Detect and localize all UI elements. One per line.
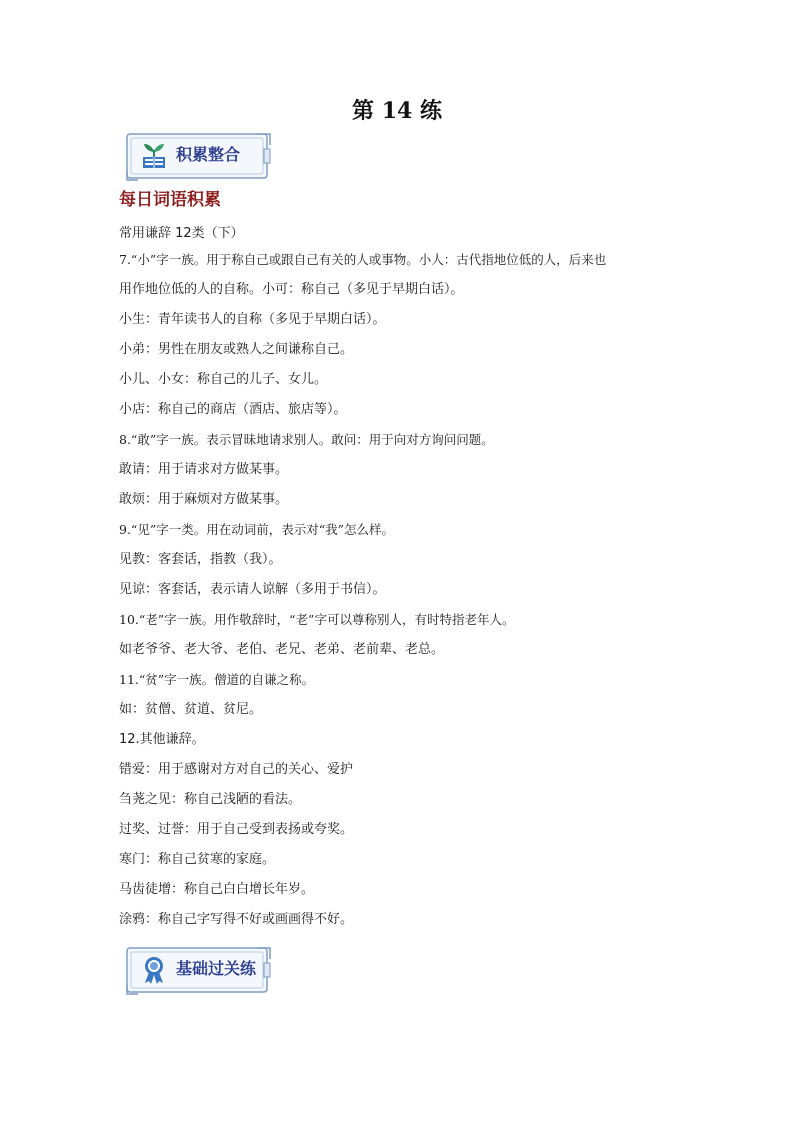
subheading: 常用谦辞 12类（下） bbox=[119, 226, 244, 241]
text-line: 小店：称自己的商店（酒店、旅店等）。 bbox=[119, 402, 347, 417]
text-line: 如：贫僧、贫道、贫尼。 bbox=[119, 702, 263, 717]
text-line: 马齿徒增：称自己白白增长年岁。 bbox=[119, 882, 315, 897]
text-line: 见谅：客套话，表示请人谅解（多用于书信）。 bbox=[119, 582, 386, 597]
text-line: 错爱：用于感谢对方对自己的关心、爱护 bbox=[119, 762, 354, 777]
section-heading: 每日词语积累 bbox=[119, 190, 221, 210]
medal-icon bbox=[140, 955, 168, 985]
page-title: 第 14 练 bbox=[352, 98, 442, 124]
text-line: 如老爷爷、老大爷、老伯、老兄、老弟、老前辈、老总。 bbox=[119, 642, 445, 657]
text-line: 12.其他谦辞。 bbox=[119, 732, 205, 747]
text-line: 9.“见”字一类。用在动词前，表示对“我”怎么样。 bbox=[119, 522, 394, 537]
text-line: 小生：青年读书人的自称（多见于早期白话）。 bbox=[119, 312, 386, 327]
text-line: 11.“贫”字一族。僧道的自谦之称。 bbox=[119, 672, 315, 687]
badge-practice bbox=[124, 945, 274, 995]
text-line: 刍荛之见：称自己浅陋的看法。 bbox=[119, 792, 302, 807]
text-line: 涂鸦：称自己字写得不好或画画得不好。 bbox=[119, 912, 354, 927]
text-line: 小弟：男性在朋友或熟人之间谦称自己。 bbox=[119, 342, 354, 357]
badge-label: 基础过关练 bbox=[176, 959, 257, 978]
text-line: 过奖、过誉：用于自己受到表扬或夸奖。 bbox=[119, 822, 354, 837]
badge-label: 积累整合 bbox=[176, 145, 241, 164]
text-line: 8.“敢”字一族。表示冒昧地请求别人。敢问：用于向对方询问问题。 bbox=[119, 432, 494, 447]
text-line: 见教：客套话，指教（我）。 bbox=[119, 552, 282, 567]
text-line: 用作地位低的人的自称。小可：称自己（多见于早期白话）。 bbox=[119, 282, 464, 297]
text-line: 7.“小”字一族。用于称自己或跟自己有关的人或事物。小人：古代指地位低的人，后来也 bbox=[119, 252, 607, 267]
text-line: 10.“老”字一族。用作敬辞时，“老”字可以尊称别人，有时特指老年人。 bbox=[119, 612, 515, 627]
text-line: 小儿、小女：称自己的儿子、女儿。 bbox=[119, 372, 328, 387]
vocabulary-content bbox=[119, 223, 689, 935]
badge-accumulate bbox=[124, 131, 274, 181]
text-line: 敢烦：用于麻烦对方做某事。 bbox=[119, 492, 289, 507]
text-line: 寒门：称自己贫寒的家庭。 bbox=[119, 852, 276, 867]
text-line: 敢请：用于请求对方做某事。 bbox=[119, 462, 289, 477]
book-plant-icon bbox=[140, 141, 168, 171]
